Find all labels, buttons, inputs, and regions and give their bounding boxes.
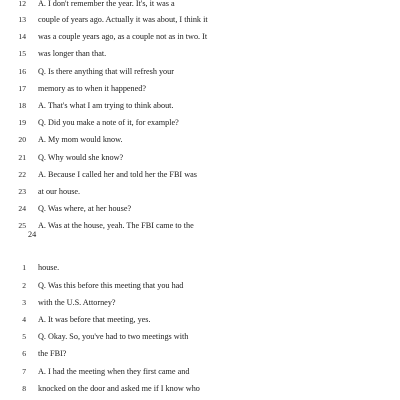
line-number: 14 xyxy=(18,32,26,41)
transcript-line xyxy=(0,31,400,43)
transcript-line xyxy=(0,262,400,274)
line-text: memory as to when it happened? xyxy=(38,84,146,93)
transcript-line xyxy=(0,134,400,146)
transcript-line xyxy=(0,100,400,112)
line-number: 3 xyxy=(22,298,26,307)
line-text: Q. Why would she know? xyxy=(38,153,124,162)
line-text: at our house. xyxy=(38,187,81,196)
line-text: A. Because I called her and told her the FBI was xyxy=(38,170,197,179)
line-text: A. It was before that meeting, yes. xyxy=(38,315,151,324)
transcript-line xyxy=(0,383,400,395)
line-number: 7 xyxy=(22,367,26,376)
transcript-line xyxy=(0,297,400,309)
transcript-line xyxy=(0,152,400,164)
line-text: A. I don't remember the year. It's, it was a xyxy=(38,0,175,8)
transcript-line xyxy=(0,14,400,26)
transcript-line xyxy=(0,48,400,60)
line-number: 22 xyxy=(18,170,26,179)
line-text: A. I had the meeting when they first came and xyxy=(38,367,190,376)
transcript-line xyxy=(0,83,400,95)
line-text: with the U.S. Attorney? xyxy=(38,298,116,307)
line-number: 4 xyxy=(22,315,26,324)
line-text: A. That's what I am trying to think about. xyxy=(38,101,174,110)
line-text: Q. Was where, at her house? xyxy=(38,204,132,213)
transcript-line xyxy=(0,0,400,10)
line-text: was a couple years ago, as a couple not as in two. It xyxy=(38,32,208,41)
line-text: A. Was at the house, yeah. The FBI came to the xyxy=(38,221,194,230)
line-text: A. My mom would know. xyxy=(38,135,123,144)
line-number: 13 xyxy=(18,15,26,24)
transcript-line xyxy=(0,117,400,129)
transcript-line xyxy=(0,314,400,326)
line-number: 18 xyxy=(18,101,26,110)
line-number: 6 xyxy=(22,349,26,358)
line-text: couple of years ago. Actually it was about, I think it xyxy=(38,15,208,24)
line-text: the FBI? xyxy=(38,349,67,358)
line-number: 8 xyxy=(22,384,26,393)
page-number: 24 xyxy=(28,230,37,239)
line-number: 2 xyxy=(22,281,26,290)
line-number: 19 xyxy=(18,118,26,127)
line-text: Q. Okay. So, you've had to two meetings with xyxy=(38,332,189,341)
line-text: was longer than that. xyxy=(38,49,107,58)
line-number: 15 xyxy=(18,49,26,58)
line-number: 23 xyxy=(18,187,26,196)
line-text: Q. Is there anything that will refresh your xyxy=(38,67,174,76)
line-number: 17 xyxy=(18,84,26,93)
line-number: 12 xyxy=(18,0,26,8)
transcript-line xyxy=(0,66,400,78)
transcript-line xyxy=(0,348,400,360)
line-text: Q. Did you make a note of it, for example? xyxy=(38,118,179,127)
line-text: knocked on the door and asked me if I know who xyxy=(38,384,200,393)
line-text: house. xyxy=(38,263,60,272)
line-number: 25 xyxy=(18,221,26,230)
transcript-line xyxy=(0,203,400,215)
transcript-line xyxy=(0,280,400,292)
line-number: 21 xyxy=(18,153,26,162)
line-number: 24 xyxy=(18,204,26,213)
transcript-line xyxy=(0,186,400,198)
line-number: 16 xyxy=(18,67,26,76)
transcript-line xyxy=(0,366,400,378)
line-text: Q. Was this before this meeting that you had xyxy=(38,281,184,290)
transcript-line xyxy=(0,169,400,181)
transcript-line xyxy=(0,331,400,343)
line-number: 1 xyxy=(22,263,26,272)
line-number: 5 xyxy=(22,332,26,341)
line-number: 20 xyxy=(18,135,26,144)
transcript-line xyxy=(0,220,400,232)
